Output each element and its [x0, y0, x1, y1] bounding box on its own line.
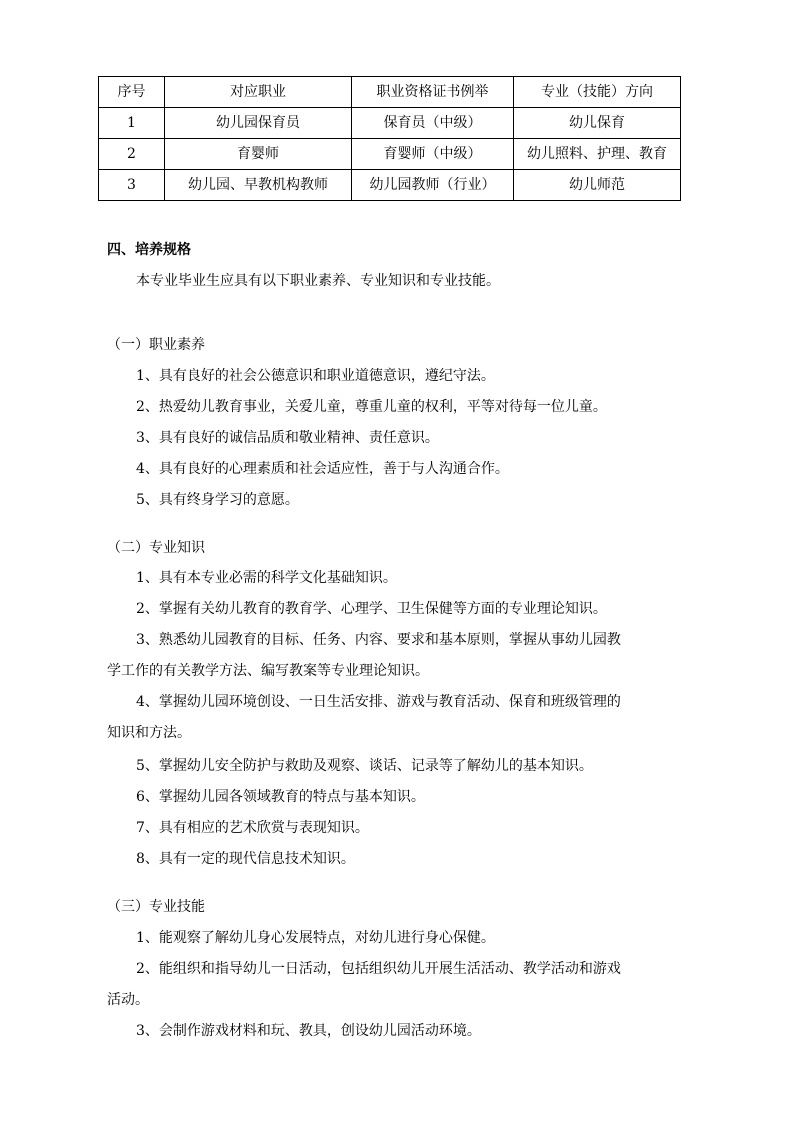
header-cell-certificate: 职业资格证书例举: [352, 77, 514, 108]
table-cell: 3: [99, 170, 165, 201]
subsection-title-quality: （一）职业素养: [107, 337, 205, 353]
list-item: 7、具有相应的艺术欣赏与表现知识。: [136, 820, 369, 836]
list-item: 4、具有良好的心理素质和社会适应性，善于与人沟通合作。: [136, 461, 509, 477]
header-cell-occupation: 对应职业: [165, 77, 352, 108]
list-item-continued: 知识和方法。: [107, 725, 191, 741]
table-cell: 幼儿师范: [514, 170, 681, 201]
list-item: 1、能观察了解幼儿身心发展特点，对幼儿进行身心保健。: [136, 930, 495, 946]
list-item-continued: 活动。: [107, 992, 149, 1008]
subsection-title-skills: （三）专业技能: [107, 899, 205, 915]
header-cell-direction: 专业（技能）方向: [514, 77, 681, 108]
section-intro: 本专业毕业生应具有以下职业素养、专业知识和专业技能。: [136, 273, 500, 289]
list-item: 1、具有良好的社会公德意识和职业道德意识，遵纪守法。: [136, 368, 495, 384]
subsection-title-knowledge: （二）专业知识: [107, 540, 205, 556]
table-cell: 1: [99, 108, 165, 139]
table-cell: 幼儿园、早教机构教师: [165, 170, 352, 201]
table-cell: 幼儿园保育员: [165, 108, 352, 139]
career-table: [98, 76, 681, 201]
list-item: 5、具有终身学习的意愿。: [136, 492, 299, 508]
list-item: 4、掌握幼儿园环境创设、一日生活安排、游戏与教育活动、保育和班级管理的: [136, 694, 621, 710]
table-row: [99, 170, 681, 201]
table-cell: 保育员（中级）: [352, 108, 514, 139]
table-cell: 2: [99, 139, 165, 170]
header-cell-index: 序号: [99, 77, 165, 108]
section-heading: 四、培养规格: [107, 242, 191, 258]
table-cell: 育婴师: [165, 139, 352, 170]
list-item: 3、具有良好的诚信品质和敬业精神、责任意识。: [136, 430, 439, 446]
table-header-row: [99, 77, 681, 108]
list-item: 6、掌握幼儿园各领域教育的特点与基本知识。: [136, 789, 425, 805]
list-item: 5、掌握幼儿安全防护与救助及观察、谈话、记录等了解幼儿的基本知识。: [136, 758, 593, 774]
list-item: 1、具有本专业必需的科学文化基础知识。: [136, 570, 397, 586]
list-item: 3、熟悉幼儿园教育的目标、任务、内容、要求和基本原则，掌握从事幼儿园教: [136, 632, 621, 648]
list-item: 2、热爱幼儿教育事业，关爱儿童，尊重儿童的权利，平等对待每一位儿童。: [136, 399, 607, 415]
table-cell: 育婴师（中级）: [352, 139, 514, 170]
table-cell: 幼儿照料、护理、教育: [514, 139, 681, 170]
list-item: 3、会制作游戏材料和玩、教具，创设幼儿园活动环境。: [136, 1023, 481, 1039]
list-item: 2、掌握有关幼儿教育的教育学、心理学、卫生保健等方面的专业理论知识。: [136, 601, 607, 617]
table-row: [99, 139, 681, 170]
list-item: 8、具有一定的现代信息技术知识。: [136, 851, 355, 867]
list-item-continued: 学工作的有关教学方法、编写教案等专业理论知识。: [107, 663, 429, 679]
table-cell: 幼儿保育: [514, 108, 681, 139]
table-cell: 幼儿园教师（行业）: [352, 170, 514, 201]
table-row: [99, 108, 681, 139]
list-item: 2、能组织和指导幼儿一日活动，包括组织幼儿开展生活活动、教学活动和游戏: [136, 961, 621, 977]
